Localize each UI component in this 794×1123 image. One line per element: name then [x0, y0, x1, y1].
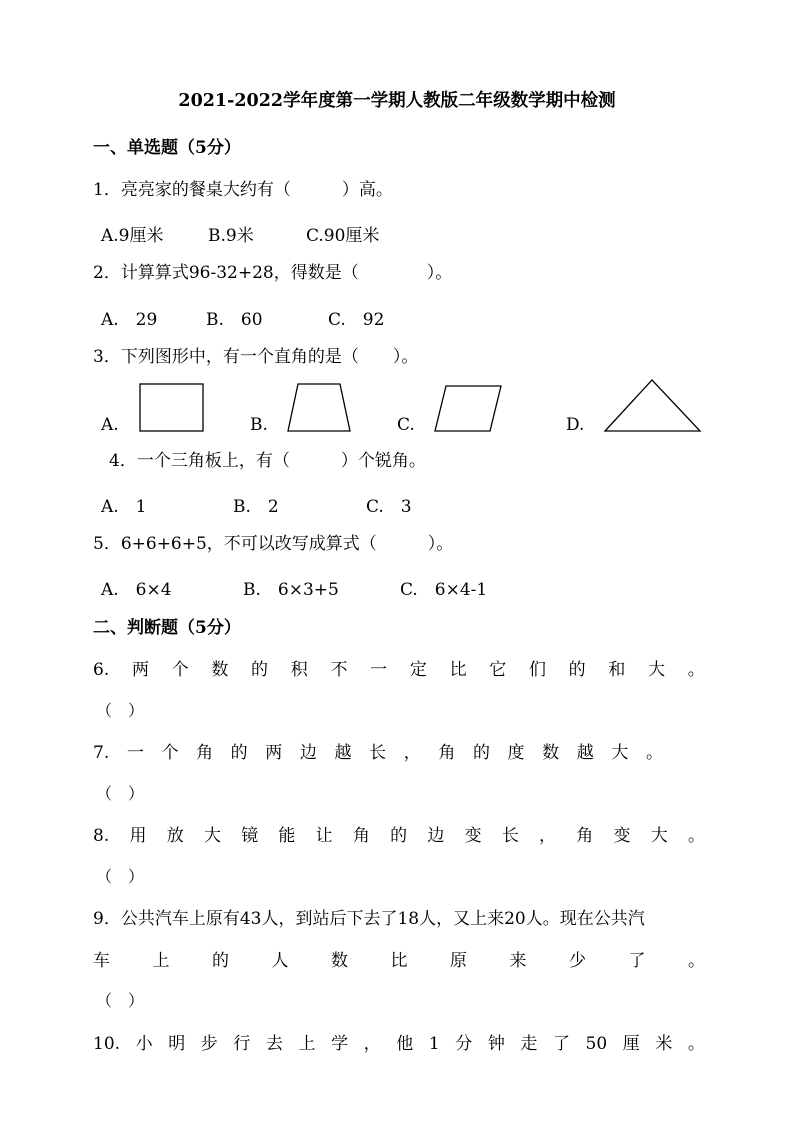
- question-2-option-a[interactable]: A. 29: [101, 310, 158, 330]
- question-4-option-b[interactable]: B. 2: [233, 497, 279, 517]
- question-7-stem: 7. 一 个 角 的 两 边 越 长 ， 角 的 度 数 越 大 。: [93, 743, 663, 763]
- parallelogram-icon: [434, 385, 504, 433]
- question-9-stem-line-2: 车 上 的 人 数 比 原 来 少 了 。: [93, 951, 705, 971]
- question-9-stem-line-1: 9．公共汽车上原有43人，到站后下去了18人，又上来20人。现在公共汽: [93, 909, 645, 929]
- question-4-stem: 4．一个三角板上，有（ ）个锐角。: [109, 451, 426, 471]
- question-1-option-b[interactable]: B.9米: [208, 226, 254, 246]
- page-title: 2021-2022学年度第一学期人教版二年级数学期中检测: [178, 91, 616, 111]
- section-heading-single-choice: 一、单选题（5分）: [93, 138, 241, 158]
- question-9-answer-blank[interactable]: （ ）: [96, 991, 145, 1010]
- question-2-stem: 2．计算算式96-32+28，得数是（ ）。: [93, 263, 453, 283]
- section-heading-true-false: 二、判断题（5分）: [93, 618, 241, 638]
- question-10-stem: 10. 小 明 步 行 去 上 学 ， 他 1 分 钟 走 了 50 厘 米 。: [93, 1034, 705, 1054]
- question-5-option-a[interactable]: A. 6×4: [101, 580, 172, 600]
- triangle-icon: [604, 379, 702, 433]
- question-1-stem: 1．亮亮家的餐桌大约有（ ）高。: [93, 180, 393, 200]
- rectangle-icon: [139, 383, 205, 433]
- question-6-stem: 6. 两 个 数 的 积 不 一 定 比 它 们 的 和 大 。: [93, 660, 705, 680]
- question-8-stem: 8. 用 放 大 镜 能 让 角 的 边 变 长 ， 角 变 大 。: [93, 826, 705, 846]
- question-4-option-a[interactable]: A. 1: [101, 497, 147, 517]
- question-7-answer-blank[interactable]: （ ）: [96, 784, 145, 803]
- question-2-option-c[interactable]: C. 92: [328, 310, 385, 330]
- question-3-option-d[interactable]: D.: [566, 415, 585, 435]
- trapezoid-icon: [287, 383, 353, 433]
- question-3-option-c[interactable]: C.: [397, 415, 415, 435]
- question-3-stem: 3．下列图形中，有一个直角的是（ ）。: [93, 347, 419, 367]
- question-5-option-b[interactable]: B. 6×3+5: [243, 580, 339, 600]
- question-2-option-b[interactable]: B. 60: [206, 310, 263, 330]
- question-1-option-c[interactable]: C.90厘米: [306, 226, 380, 246]
- question-1-option-a[interactable]: A.9厘米: [101, 226, 164, 246]
- question-5-option-c[interactable]: C. 6×4-1: [400, 580, 488, 600]
- question-3-option-b[interactable]: B.: [250, 415, 268, 435]
- question-5-stem: 5．6+6+6+5，不可以改写成算式（ ）。: [93, 534, 454, 554]
- question-4-option-c[interactable]: C. 3: [366, 497, 412, 517]
- question-8-answer-blank[interactable]: （ ）: [96, 867, 145, 886]
- question-3-option-a[interactable]: A.: [101, 415, 119, 435]
- question-6-answer-blank[interactable]: （ ）: [96, 701, 145, 720]
